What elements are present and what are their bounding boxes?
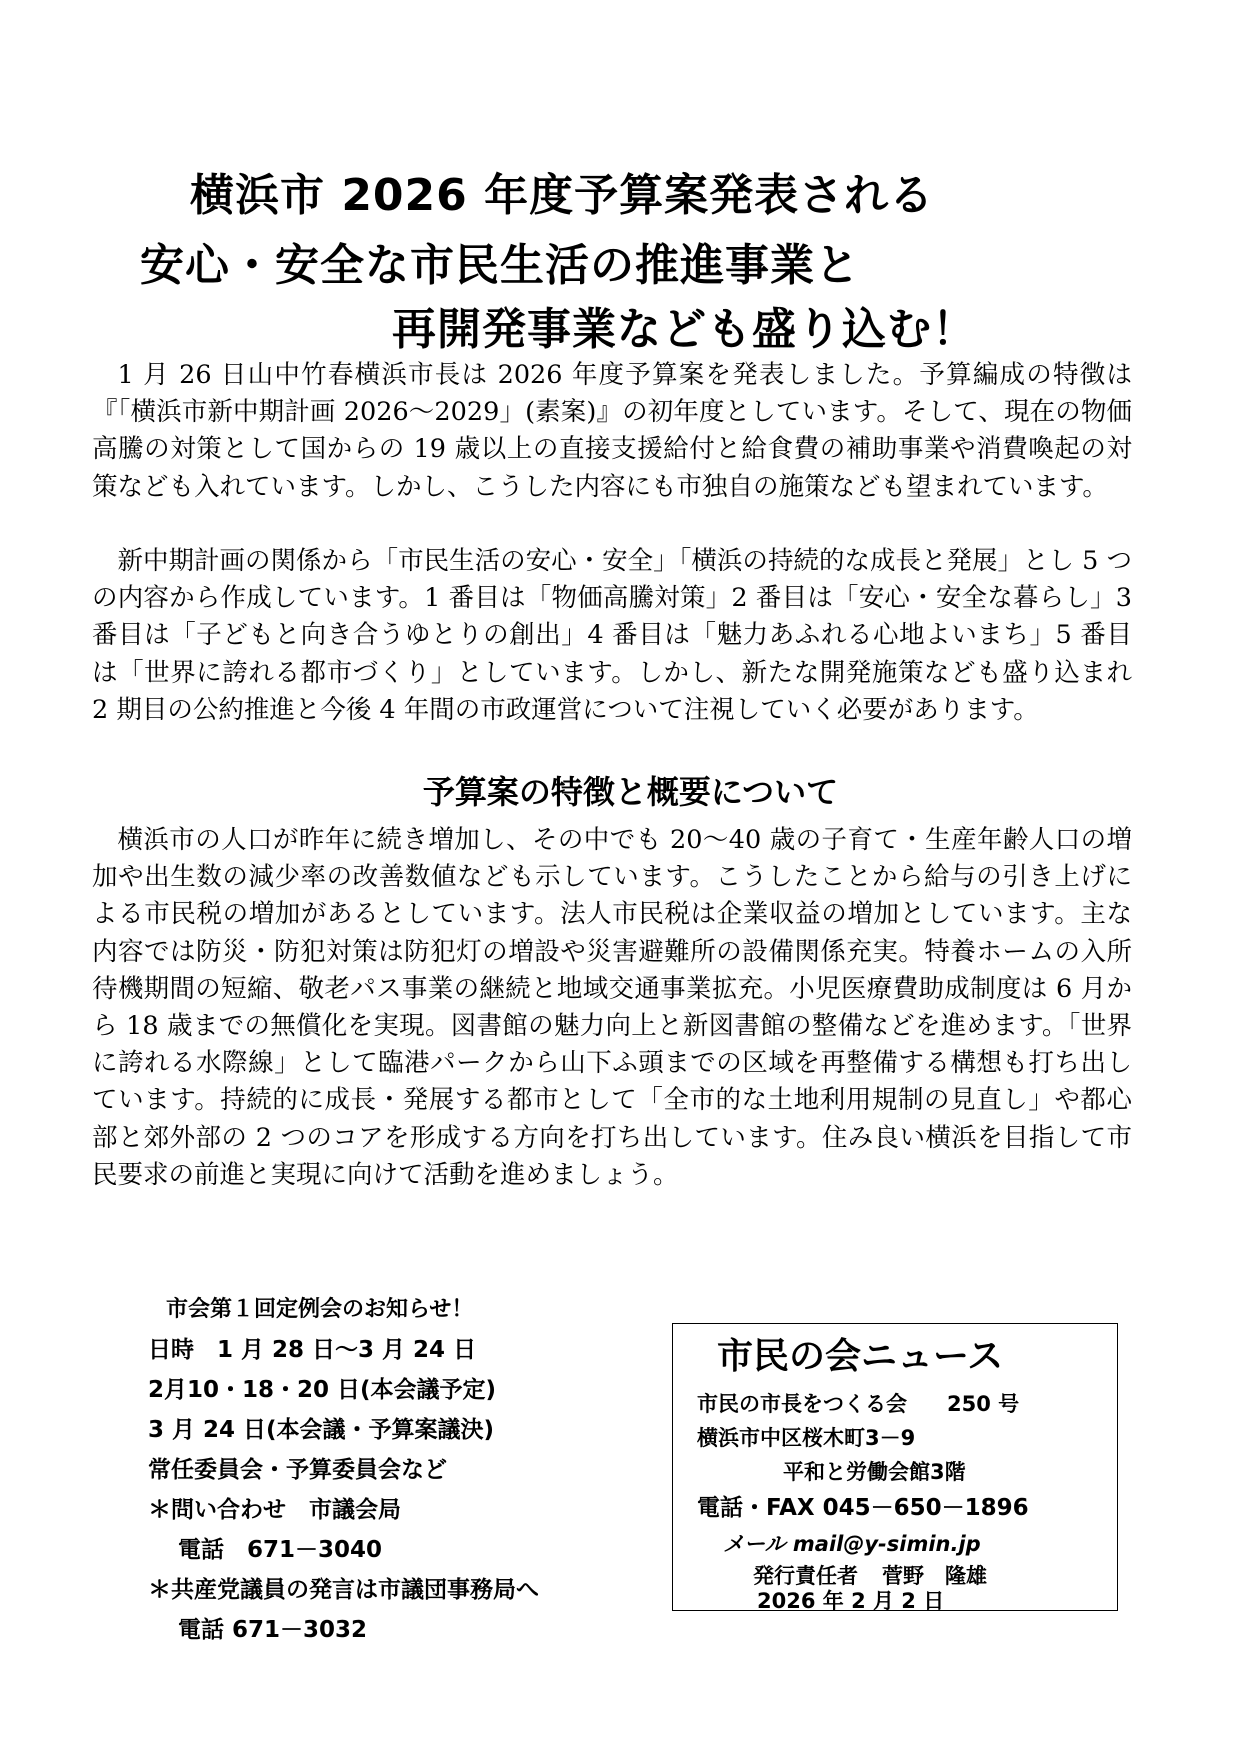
notice-committees: 常任委員会・予算委員会など [148,1457,447,1483]
newsletter-mail-line [723,1528,981,1560]
newsletter-phone-line [697,1492,1029,1524]
body-paragraph-1: 1 月 26 日山中竹春横浜市長は 2026 年度予算案を発表しました。予算編成の特徴は『「横浜市新中期計画 2026～2029」(素案)』の初年度としています。そして、現在の物価高騰の対策として国からの 19 歳以上の直接支援給付と給食費の補助事業や消費喚起の対策なども入れています。しかし、こうした内容にも市独自の施策なども望まれています。 [92,360,1132,502]
newsletter-org: 市民の市長をつくる会 [697,1392,907,1416]
notice-jcp-tel: 電話 671－3032 [178,1617,368,1643]
notice-plenary: 2月10・18・20 日(本会議予定) [148,1377,497,1403]
newsletter-info-box [672,1323,1118,1611]
newsletter-address-2: 平和と労働会館3階 [783,1460,966,1484]
newsletter-address-1: 横浜市中区桜木町3－9 [697,1426,916,1450]
newsletter-phone-label: 電話・FAX [697,1495,815,1521]
headline-line-3: 再開発事業なども盛り込む！ [392,304,977,355]
headline-line-2: 安心・安全な市民生活の推進事業と [140,240,860,291]
body-paragraph-3: 横浜市の人口が昨年に続き増加し、その中でも 20～40 歳の子育て・生産年齢人口の増加や出生数の減少率の改善数値なども示しています。こうしたことから給与の引き上げによる市民税の増加があるとしています。法人市民税は企業収益の増加としています。主な内容では防災・防犯対策は防犯灯の増設や災害避難所の設備関係充実。特養ホームの入所待機期間の短縮、敬老パス事業の継続と地域交通事業拡充。小児医療費助成制度は 6 月から 18 歳までの無償化を実現。図書館の魅力向上と新図書館の整備などを進めます。「世界に誇れる水際線」として臨港パークから山下ふ頭までの区域を再整備する構想も打ち出しています。持続的に成長・発展する都市として「全市的な土地利用規制の見直し」や都心部と郊外部の 2 つのコアを形成する方向を打ち出しています。住み良い横浜を目指して市民要求の前進と実現に向けて活動を進めましょう。 [92,825,1132,1190]
body-paragraph-2: 新中期計画の関係から「市民生活の安心・安全」「横浜の持続的な成長と発展」とし 5 つの内容から作成しています。1 番目は「物価高騰対策」2 番目は「安心・安全な暮らし」3 番目は「子どもと向き合うゆとりの創出」4 番目は「魅力あふれる心地よいまち」5 番目は「世界に誇れる都市づくり」としています。しかし、新たな開発施策なども盛り込まれ 2 期目の公約推進と今後 4 年間の市政運営について注視していく必要があります。 [92,546,1132,725]
newsletter-phone: 045－650－1896 [822,1495,1029,1521]
newsletter-publisher-label: 発行責任者 [753,1564,858,1588]
notice-vote: 3 月 24 日(本会議・予算案議決) [148,1417,495,1443]
notice-inquiry: ＊問い合わせ 市議会局 [148,1497,401,1523]
council-notice [148,1290,668,1650]
notice-jcp: ＊共産党議員の発言は市議団事務局へ [148,1577,539,1603]
newsletter-title: 市民の会ニュース [717,1336,1004,1377]
newsletter-mail: mail@y-simin.jp [792,1532,981,1556]
notice-inquiry-tel: 電話 671－3040 [178,1537,383,1563]
newsletter-org-line [697,1388,1019,1420]
newsletter-publisher-line [753,1560,987,1592]
notice-title: 市会第１回定例会のお知らせ！ [166,1297,474,1322]
newsletter-publisher: 菅野 隆雄 [882,1564,987,1588]
newsletter-mail-label: メール [723,1532,786,1556]
headline-line-1: 横浜市 2026 年度予算案発表される [190,170,935,221]
newsletter-issue: 250 号 [947,1392,1020,1416]
section-heading: 予算案の特徴と概要について [422,773,839,811]
notice-date: 日時 1 月 28 日～3 月 24 日 [148,1337,477,1363]
newsletter-date: 2026 年 2 月 2 日 [757,1589,945,1613]
